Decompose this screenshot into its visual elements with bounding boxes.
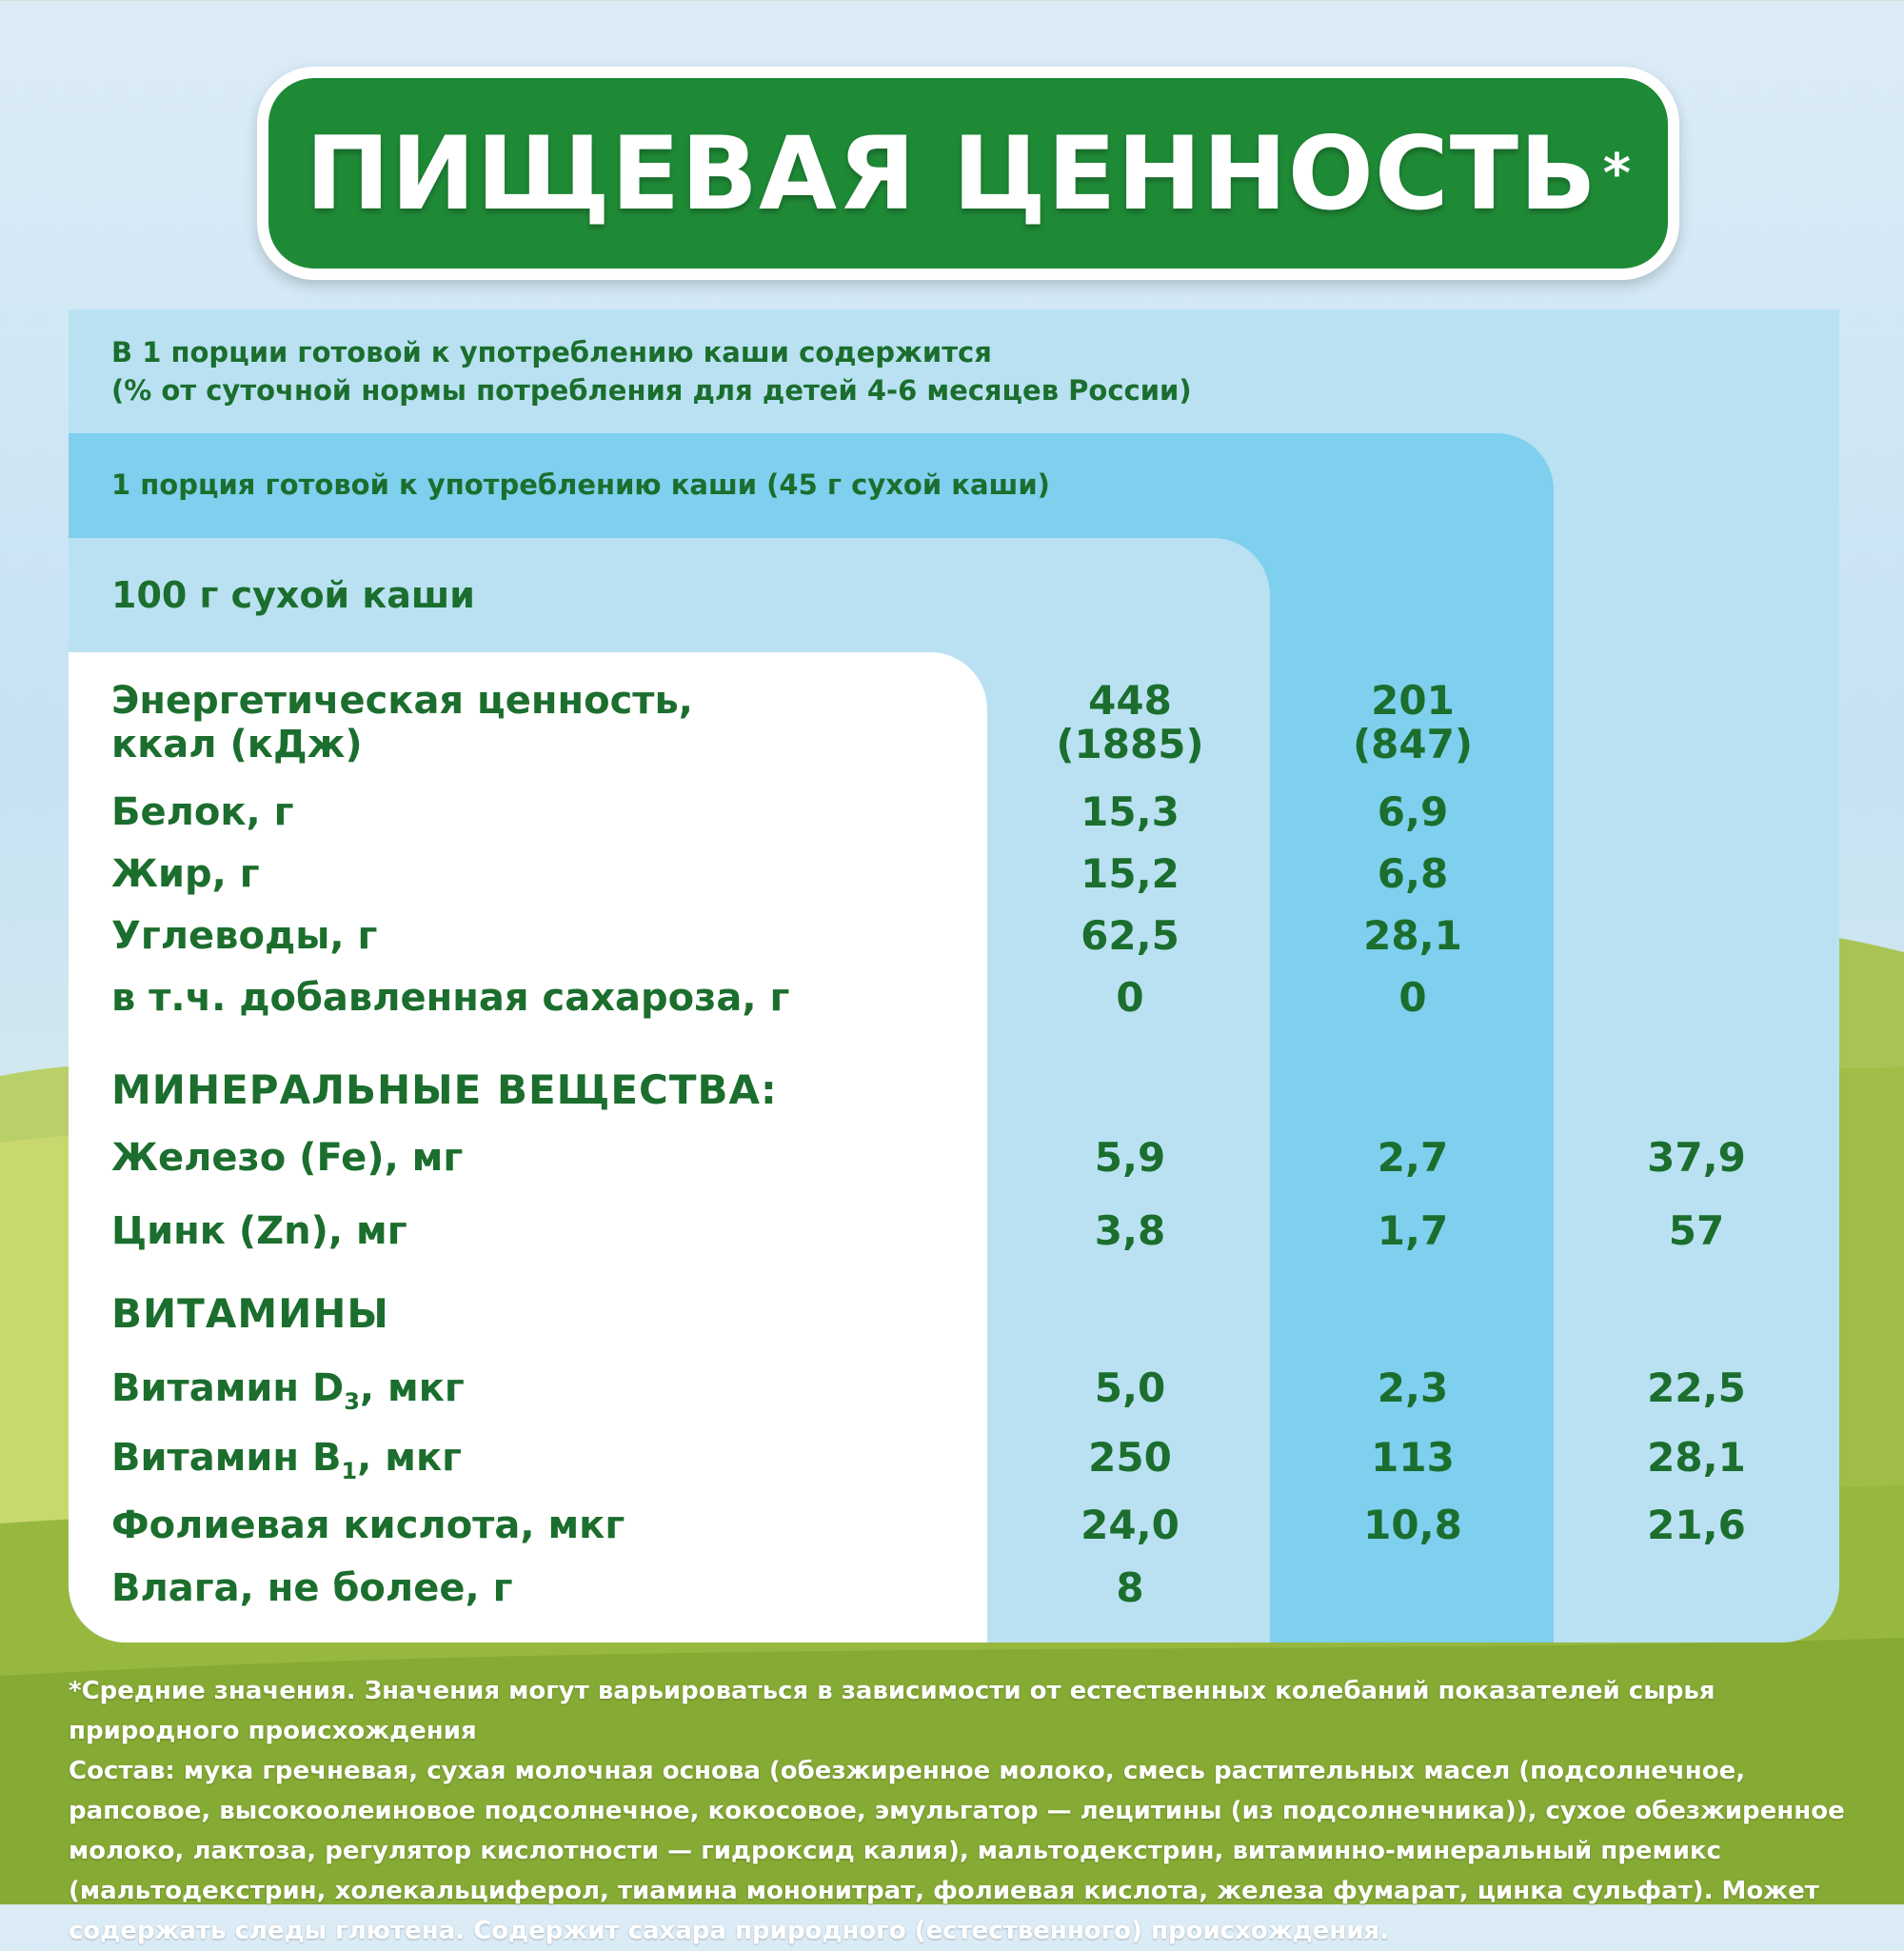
row-label: Влага, не более, г [111,1566,513,1610]
row-label: Углеводы, г [111,914,378,958]
row-label: Белок, г [111,790,294,834]
value-dry: 448 (1885) [1056,677,1204,767]
value-dry: 0 [1116,974,1144,1021]
value-portion: 10,8 [1363,1502,1462,1548]
footnote-average: *Средние значения. Значения могут варьироваться в зависимости от естественных колебаний показателей сырья природного происхождения [69,1677,1716,1745]
row-label: в т.ч. добавленная сахароза, г [111,976,790,1020]
value-dry: 3,8 [1094,1207,1166,1254]
row-label: Железо (Fe), мг [111,1136,464,1180]
value-percent: 28,1 [1647,1434,1746,1481]
title-banner [257,67,1679,280]
nutrition-table: В 1 порции готовой к употреблению каши содержится (% от суточной нормы потребления для детей 4-6 месяцев России) 1 порция готовой к употреблению каши (45 г сухой каши) 100 г сухой каши Энергетическая ценность, ккал (кДж) 448 (1885) 201 (847) Белок, г 15,3 6,9 Жир, г 15,2 6,8 Углеводы, г 62,5 28,1 в т.ч. добавленная сахароза, г 0 0 МИНЕРАЛЬНЫЕ ВЕЩЕСТВА: Железо (Fe), мг 5,9 2,7 37,9 Цинк (Zn), мг 3,8 1,7 57 ВИТАМИНЫ Витамин $D_3$, мкг 5,0 2,3 22,5 Витамин $B_1$, мкг 250 113 28,1 Фолиевая кислота, мкг 24,0 10,8 21,6 Влага, не более, г 8 [69,309,1839,1642]
value-dry: 5,9 [1094,1134,1166,1181]
footnote-composition: Состав: мука гречневая, сухая молочная основа (обезжиренное молоко, смесь растительных масел (подсолнечное, рапсовое, высокоолеиновое подсолнечное, кокосовое, эмульгатор — лецитины (из подсолнечника)), сухое обезжиренное молоко, лактоза, регулятор кислотности — гидроксид калия), мальтодекстрин, витаминно-минеральный премикс (мальтодекстрин, холекальциферол, тиамина мононитрат, фолиевая кислота, железа фумарат, цинка сульфат). Может содержать следы глютена. Содержит сахара природного (естественного) происхождения. [69,1757,1845,1945]
value-percent: 22,5 [1647,1364,1746,1411]
value-percent: 57 [1668,1207,1725,1254]
value-percent: 21,6 [1647,1502,1746,1548]
value-portion: 201 (847) [1352,677,1474,767]
value-portion: 28,1 [1363,912,1462,959]
portion-header: 1 порция готовой к употреблению каши (45 г сухой каши) [111,468,1050,501]
row-label: Жир, г [111,852,260,896]
percent-header: В 1 порции готовой к употреблению каши содержится (% от суточной нормы потребления для детей 4-6 месяцев России) [111,336,1192,407]
row-label: Фолиевая кислота, мкг [111,1503,625,1547]
value-dry: 15,3 [1081,788,1180,835]
value-portion: 0 [1398,974,1427,1021]
row-label: Витамин $D_3$, мкг [111,1366,465,1415]
value-dry: 24,0 [1081,1502,1180,1548]
value-dry: 5,0 [1094,1364,1166,1411]
page-title: ПИЩЕВАЯ ЦЕННОСТЬ [305,114,1597,232]
value-portion: 6,9 [1377,788,1449,835]
dry-header: 100 г сухой каши [111,574,475,616]
value-dry: 62,5 [1081,912,1180,959]
row-label: Витамин $B_1$, мкг [111,1436,463,1484]
value-dry: 8 [1116,1564,1144,1611]
title-asterisk: * [1602,142,1632,205]
value-portion: 1,7 [1377,1207,1449,1254]
value-dry: 15,2 [1081,850,1180,897]
value-portion: 2,3 [1377,1364,1449,1411]
value-portion: 6,8 [1377,850,1449,897]
value-portion: 113 [1371,1434,1455,1481]
row-label: Энергетическая ценность, ккал (кДж) [111,679,693,766]
row-label: Цинк (Zn), мг [111,1209,407,1253]
value-dry: 250 [1088,1434,1172,1481]
footnote [69,1671,1849,1951]
value-percent: 37,9 [1647,1134,1746,1181]
value-portion: 2,7 [1377,1134,1449,1181]
